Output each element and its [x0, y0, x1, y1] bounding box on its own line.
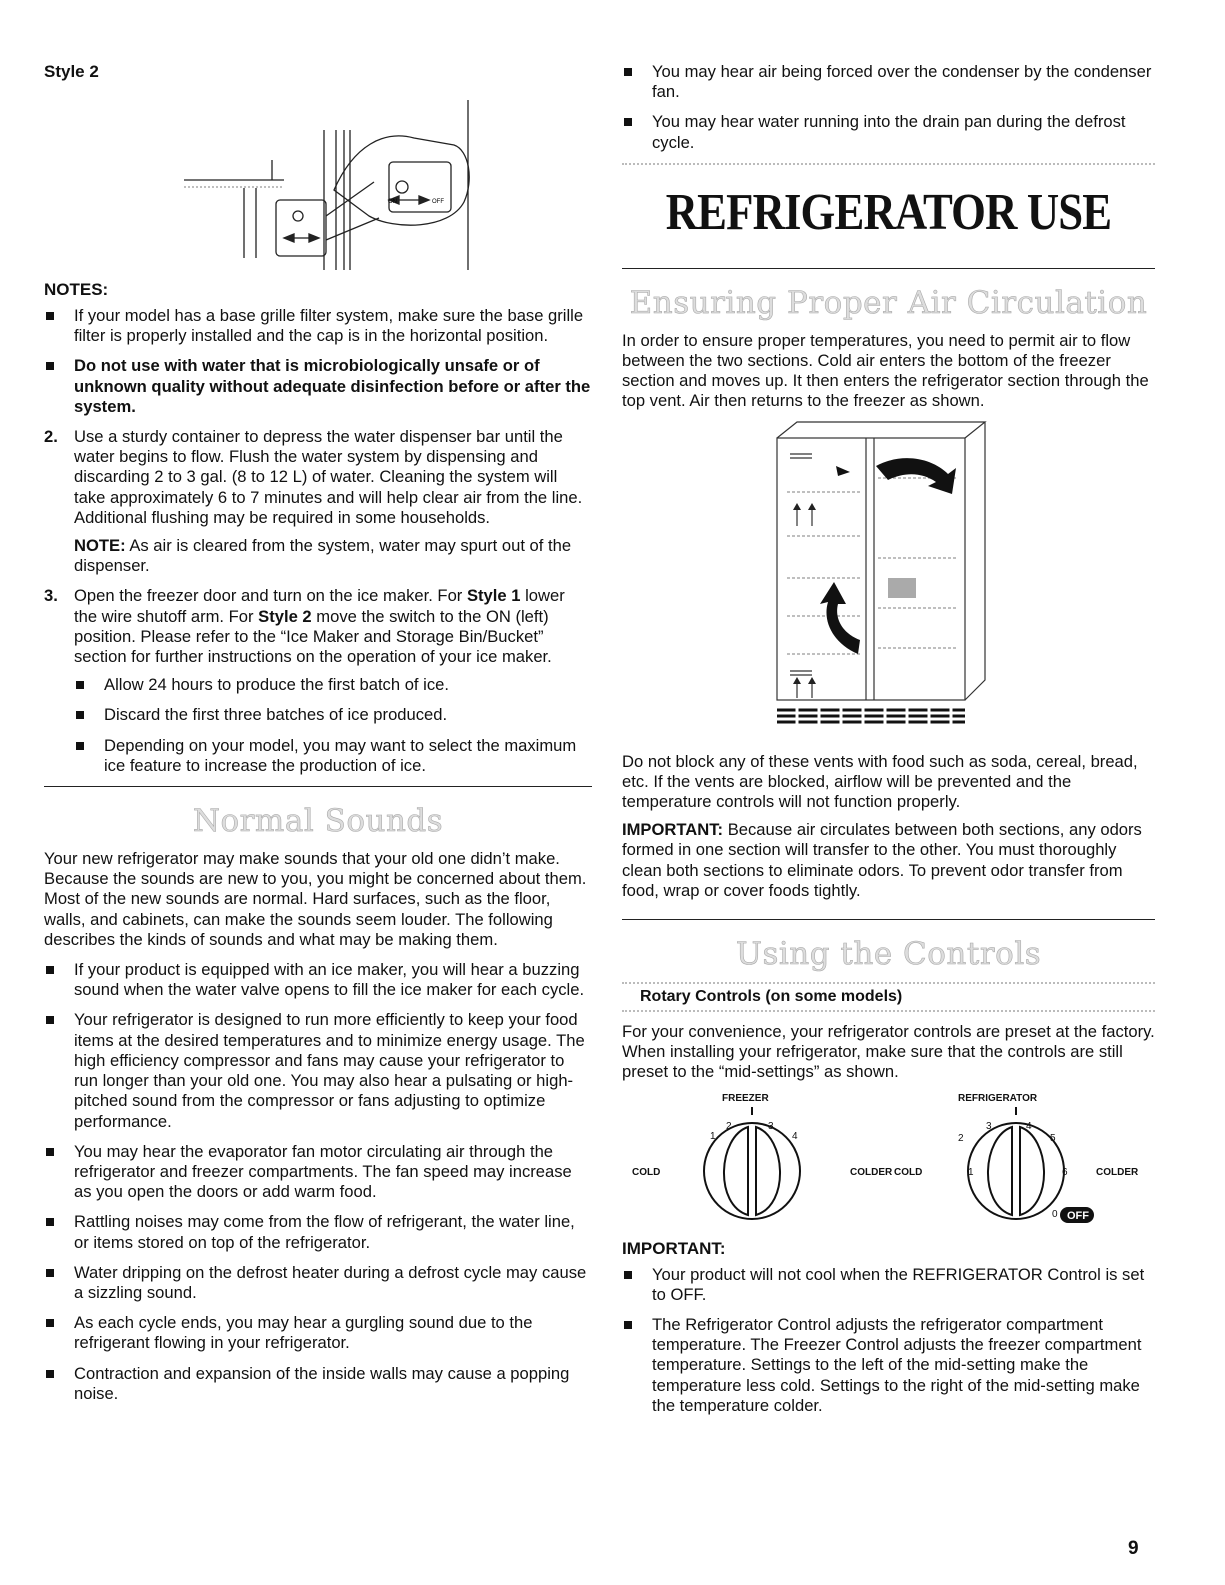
refrigerator-dial-label: REFRIGERATOR	[958, 1092, 1038, 1104]
svg-text:OFF: OFF	[432, 199, 444, 205]
step-number: 2.	[44, 427, 58, 447]
controls-important-list	[622, 1265, 1155, 1416]
svg-text:3: 3	[768, 1120, 774, 1132]
list-item: Water dripping on the defrost heater during a defrost cycle may cause a sizzling sound.	[44, 1263, 592, 1303]
note-item: If your model has a base grille filter system, make sure the base grille filter is properly installed and the cap is in the horizontal position.	[44, 306, 592, 346]
step-3-text: Open the freezer door and turn on the ice maker. For Style 1 lower the wire shutoff arm. For Style 2 move the switch to the ON (left) position. Please refer to the “Ice Maker and Storage Bin/Bucket” section for further instructions on the operation of your ice maker.	[74, 586, 565, 667]
list-item: If your product is equipped with an ice maker, you will hear a buzzing sound when the water valve opens to fill the ice maker for each cycle.	[44, 960, 592, 1000]
svg-text:6: 6	[1062, 1166, 1068, 1178]
list-item: You may hear water running into the drain pan during the defrost cycle.	[622, 112, 1155, 152]
svg-text:4: 4	[1026, 1120, 1032, 1132]
air-important	[622, 820, 1155, 901]
controls-important-heading: IMPORTANT:	[622, 1238, 726, 1258]
svg-text:3: 3	[986, 1120, 992, 1132]
rotary-controls-subheading: Rotary Controls (on some models)	[640, 988, 903, 1006]
step-3	[44, 586, 592, 776]
air-circulation-title: Ensuring Proper Air Circulation	[629, 284, 1148, 321]
controls-paragraph: For your convenience, your refrigerator controls are preset at the factory. When installing your refrigerator, make sure that the controls are still preset to the “mid-settings” as shown.	[622, 1022, 1155, 1082]
step-3-bullets	[74, 675, 592, 776]
svg-text:COLD: COLD	[894, 1166, 923, 1178]
list-item: Your product will not cool when the REFRIGERATOR Control is set to OFF.	[622, 1265, 1155, 1305]
dotted-divider	[622, 982, 1155, 984]
important-label: IMPORTANT:	[622, 820, 724, 840]
notes-heading: NOTES:	[44, 280, 109, 299]
dotted-divider	[622, 1010, 1155, 1012]
step-number: 3.	[44, 586, 58, 606]
left-column	[44, 62, 592, 1414]
list-item: You may hear the evaporator fan motor circulating air through the refrigerator and freezer compartments. The fan speed may increase as you open the doors or add warm food.	[44, 1142, 592, 1203]
svg-text:2: 2	[726, 1120, 732, 1132]
style-label: Style 2	[44, 62, 99, 81]
list-item: Rattling noises may come from the flow of refrigerant, the water line, or items stored on top of the refrigerator.	[44, 1212, 592, 1252]
svg-text:2: 2	[958, 1132, 964, 1144]
dotted-divider	[622, 163, 1155, 165]
svg-text:COLDER: COLDER	[850, 1166, 893, 1178]
normal-sounds-list	[44, 960, 592, 1404]
important-text: Because air circulates between both sections, any odors formed in one section will transfer to the other. You must thoroughly clean both sections to eliminate odors. To prevent odor transfer from food, wrap or cover foods tightly.	[622, 820, 1142, 900]
normal-sounds-intro: Your new refrigerator may make sounds that your old one didn’t make. Because the sounds are new to you, you might be concerned about them. Most of the new sounds are normal. Hard surfaces, such as the floor, walls, and cabinets, can make the sounds seem louder. The following describes the kinds of sounds and what may be making them.	[44, 849, 587, 949]
svg-text:ON: ON	[388, 199, 397, 205]
top-bullets	[622, 62, 1155, 153]
rotary-dials-figure	[622, 1087, 1155, 1237]
svg-text:1: 1	[710, 1130, 716, 1142]
step-2-note	[74, 536, 592, 576]
section-divider	[622, 268, 1155, 269]
page-title: REFRIGERATOR USE	[665, 183, 1112, 241]
ice-maker-switch-figure	[44, 90, 592, 272]
list-item: Discard the first three batches of ice produced.	[74, 705, 592, 725]
section-divider	[44, 786, 592, 787]
air-circulation-diagram	[622, 418, 1155, 752]
svg-text:COLDER: COLDER	[1096, 1166, 1139, 1178]
list-item: Depending on your model, you may want to select the maximum ice feature to increase the production of ice.	[74, 736, 592, 776]
svg-text:4: 4	[792, 1130, 798, 1142]
svg-text:0: 0	[1052, 1208, 1058, 1220]
page-number: 9	[1128, 1538, 1139, 1559]
svg-text:1: 1	[968, 1166, 974, 1178]
normal-sounds-title: Normal Sounds	[192, 803, 444, 840]
off-badge: OFF	[1067, 1209, 1089, 1222]
controls-title: Using the Controls	[735, 936, 1042, 973]
note-label: NOTE:	[74, 536, 126, 556]
list-item: Your refrigerator is designed to run more efficiently to keep your food items at the desired temperatures and to minimize energy usage. The high efficiency compressor and fans may cause your refrigerator to run longer than your old one. You may also hear a pulsating or high-pitched sound from the compressor or fans adjusting to optimize performance.	[44, 1010, 592, 1131]
list-item: Allow 24 hours to produce the first batch of ice.	[74, 675, 592, 695]
freezer-dial-label: FREEZER	[722, 1092, 769, 1104]
svg-text:COLD: COLD	[632, 1166, 661, 1178]
svg-text:5: 5	[1050, 1132, 1056, 1144]
air-paragraph-1: In order to ensure proper temperatures, you need to permit air to flow between the two sections. Cold air enters the bottom of the freezer section and moves up. It then enters the refrigerator section through the top vent. Air then returns to the freezer as shown.	[622, 330, 1149, 411]
list-item: Contraction and expansion of the inside walls may cause a popping noise.	[44, 1364, 592, 1404]
steps-list	[44, 427, 592, 776]
step-2-text: Use a sturdy container to depress the water dispenser bar until the water begins to flow. Flush the water system by dispensing and discarding 2 to 3 gal. (8 to 12 L) of water. Cleaning the system will take approximately 6 to 7 minutes and will help clear air from the line. Additional flushing may be required in some households.	[74, 427, 583, 527]
list-item: As each cycle ends, you may hear a gurgling sound due to the refrigerant flowing in your refrigerator.	[44, 1313, 592, 1353]
step-2	[44, 427, 592, 576]
note-text: As air is cleared from the system, water may spurt out of the dispenser.	[74, 536, 572, 576]
right-column	[622, 62, 1155, 1426]
list-item: You may hear air being forced over the condenser by the condenser fan.	[622, 62, 1155, 102]
section-divider	[622, 919, 1155, 920]
notes-list	[44, 306, 592, 417]
air-paragraph-2: Do not block any of these vents with food such as soda, cereal, bread, etc. If the vents are blocked, airflow will be prevented and the temperature controls will not function properly.	[622, 751, 1138, 812]
list-item: The Refrigerator Control adjusts the refrigerator compartment temperature. The Freezer Control adjusts the freezer compartment temperature. Settings to the left of the mid-setting make the temperature less cold. Settings to the right of the mid-setting make the temperature colder.	[622, 1315, 1155, 1416]
note-item-warning: Do not use with water that is microbiologically unsafe or of unknown quality without adequate disinfection before or after the system.	[44, 356, 592, 417]
